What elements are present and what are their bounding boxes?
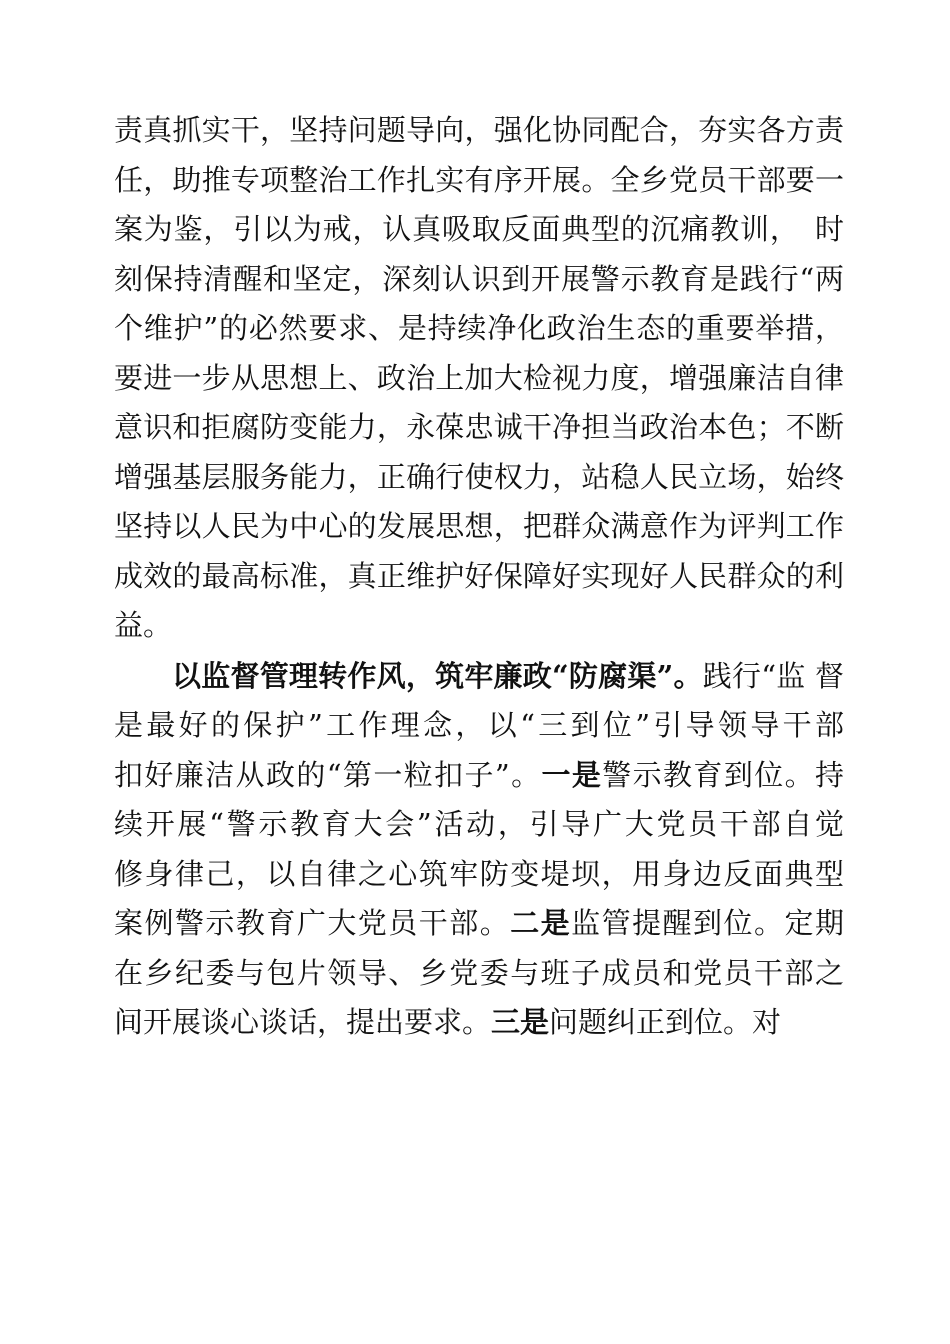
point-marker-1: 一是 — [541, 757, 603, 792]
text-line: 个维护”的必然要求、是持续净化政治生态的重要举措， — [114, 311, 844, 345]
text-line: 修身律己，以自律之心筑牢防变堤坝，用身边反面典型 — [114, 856, 844, 891]
text-line — [114, 899, 844, 949]
text-line-last: 益。 — [114, 608, 173, 642]
text-segment: 监管提醒到位。定期 — [571, 906, 844, 940]
text-line: 成效的最高标准，真正维护好保障好实现好人民群众的利 — [114, 558, 844, 593]
text-line-first — [114, 652, 844, 702]
text-segment: 扣好廉洁从政的“第一粒扣子”。 — [114, 757, 542, 792]
document-body — [114, 106, 844, 1048]
text-line: 在乡纪委与包片领导、乡党委与班子成员和党员干部之 — [114, 955, 844, 990]
text-line: 案为鉴，引以为戒，认真吸取反面典型的沉痛教训， 时 — [114, 212, 844, 246]
text-segment: 间开展谈心谈话，提出要求。 — [114, 1005, 492, 1039]
text-segment: 警示教育到位。持 — [602, 757, 844, 792]
point-marker-2: 二是 — [510, 906, 572, 940]
text-line-last — [114, 998, 844, 1048]
text-line: 任，助推专项整治工作扎实有序开展。全乡党员干部要一 — [114, 162, 844, 197]
paragraph-heading: 以监督管理转作风，筑牢廉政“防腐渠”。 — [172, 658, 703, 693]
text-segment: 践行“监 督 — [702, 658, 844, 693]
text-line: 意识和拒腐防变能力，永葆忠诚干净担当政治本色；不断 — [114, 410, 844, 444]
text-segment: 案例警示教育广大党员干部。 — [114, 906, 511, 940]
text-line — [114, 751, 844, 801]
paragraph-1 — [114, 106, 844, 651]
point-marker-3: 三是 — [491, 1005, 550, 1039]
text-line: 责真抓实干，坚持问题导向，强化协同配合，夯实各方责 — [114, 113, 844, 147]
text-line: 要进一步从思想上、政治上加大检视力度，增强廉洁自律 — [114, 360, 844, 395]
text-line: 增强基层服务能力，正确行使权力，站稳人民立场，始终 — [114, 459, 844, 494]
text-line: 续开展“警示教育大会”活动，引导广大党员干部自觉 — [114, 807, 844, 841]
text-line: 是最好的保护”工作理念，以“三到位”引导领导干部 — [114, 708, 844, 742]
text-line: 刻保持清醒和坚定，深刻认识到开展警示教育是践行“两 — [114, 261, 844, 296]
text-line: 坚持以人民为中心的发展思想，把群众满意作为评判工作 — [114, 509, 844, 543]
paragraph-2 — [114, 652, 844, 1048]
text-segment: 问题纠正到位。对 — [549, 1005, 782, 1039]
